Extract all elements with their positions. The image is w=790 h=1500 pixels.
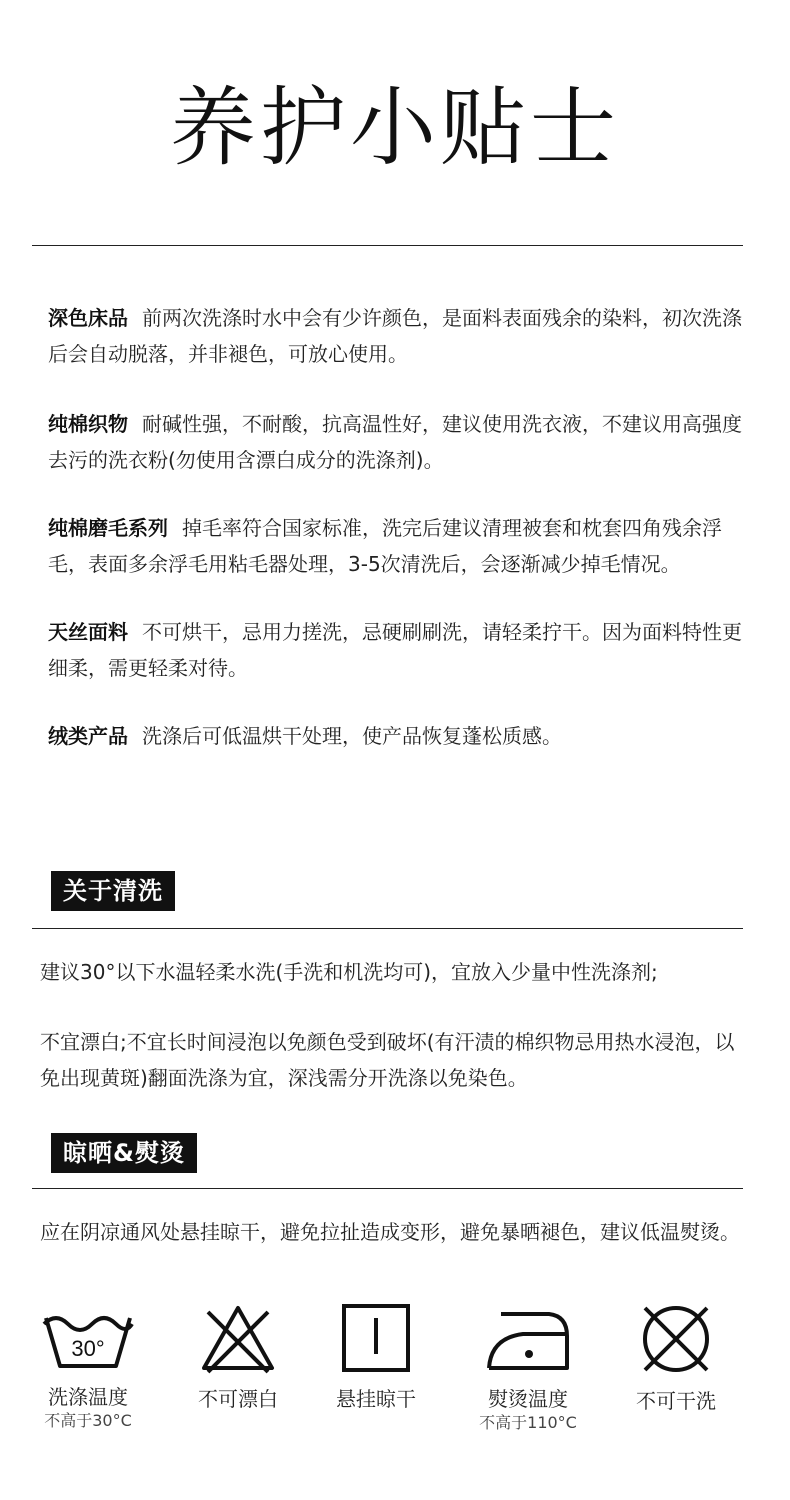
wash-temp-text: 30° bbox=[71, 1336, 105, 1361]
icon-label: 洗涤温度 bbox=[48, 1385, 128, 1409]
tip-text: 洗涤后可低温烘干处理，使产品恢复蓬松质感。 bbox=[142, 724, 562, 748]
tip-label: 天丝面料 bbox=[48, 620, 128, 644]
wash-tub-icon bbox=[40, 1302, 136, 1372]
tip-text: 前两次洗涤时水中会有少许颜色，是面料表面残余的染料，初次洗涤后会自动脱落，并非褪色，可放心使用。 bbox=[48, 306, 742, 366]
no-bleach-icon bbox=[198, 1302, 278, 1374]
care-icon-wash bbox=[18, 1302, 158, 1432]
icon-sublabel: 不高于30°C bbox=[44, 1411, 132, 1430]
icon-label: 不可漂白 bbox=[198, 1387, 278, 1411]
care-tips bbox=[48, 300, 748, 786]
washing-divider bbox=[32, 928, 743, 929]
tip-dark-bedding bbox=[48, 300, 748, 372]
line-dry-icon bbox=[340, 1302, 412, 1374]
drying-para-1: 应在阴凉通风处悬挂晾干，避免拉扯造成变形，避免暴晒褪色，建议低温熨烫。 bbox=[40, 1220, 740, 1244]
tip-text: 掉毛率符合国家标准，洗完后建议清理被套和枕套四角残余浮毛，表面多余浮毛用粘毛器处理，3-5次清洗后，会逐渐减少掉毛情况。 bbox=[48, 516, 722, 576]
title-divider bbox=[32, 245, 743, 246]
care-icon-ironing bbox=[458, 1302, 598, 1434]
washing-heading: 关于清洗 bbox=[51, 871, 175, 911]
care-icon-drying bbox=[306, 1302, 446, 1412]
tip-brushed-cotton bbox=[48, 510, 748, 582]
icon-label: 悬挂晾干 bbox=[336, 1387, 416, 1411]
drying-heading: 晾晒&熨烫 bbox=[51, 1133, 197, 1173]
tip-text: 不可烘干，忌用力搓洗，忌硬刷刷洗，请轻柔拧干。因为面料特性更细柔，需更轻柔对待。 bbox=[48, 620, 742, 680]
tip-velvet bbox=[48, 718, 748, 754]
icon-label: 熨烫温度 bbox=[488, 1387, 568, 1411]
care-icon-dryclean bbox=[606, 1302, 746, 1414]
tip-cotton bbox=[48, 406, 748, 478]
page-title: 养护小贴士 bbox=[170, 78, 620, 178]
icon-sublabel: 不高于110°C bbox=[479, 1413, 577, 1432]
tip-label: 纯棉织物 bbox=[48, 412, 128, 436]
tip-tencel bbox=[48, 614, 748, 686]
care-icon-bleach bbox=[168, 1302, 308, 1412]
tip-text: 耐碱性强，不耐酸，抗高温性好，建议使用洗衣液，不建议用高强度去污的洗衣粉(勿使用含漂白成分的洗涤剂)。 bbox=[48, 412, 742, 472]
washing-para-2: 不宜漂白;不宜长时间浸泡以免颜色受到破坏(有汗渍的棉织物忌用热水浸泡，以免出现黄斑)翻面洗涤为宜，深浅需分开洗涤以免染色。 bbox=[40, 1030, 735, 1090]
icon-label: 不可干洗 bbox=[636, 1389, 716, 1413]
iron-icon bbox=[483, 1302, 573, 1374]
no-dry-clean-icon bbox=[639, 1302, 713, 1376]
drying-divider bbox=[32, 1188, 743, 1189]
tip-label: 深色床品 bbox=[48, 306, 128, 330]
tip-label: 绒类产品 bbox=[48, 724, 128, 748]
washing-para-1: 建议30°以下水温轻柔水洗(手洗和机洗均可)，宜放入少量中性洗涤剂; bbox=[40, 960, 658, 984]
tip-label: 纯棉磨毛系列 bbox=[48, 516, 168, 540]
